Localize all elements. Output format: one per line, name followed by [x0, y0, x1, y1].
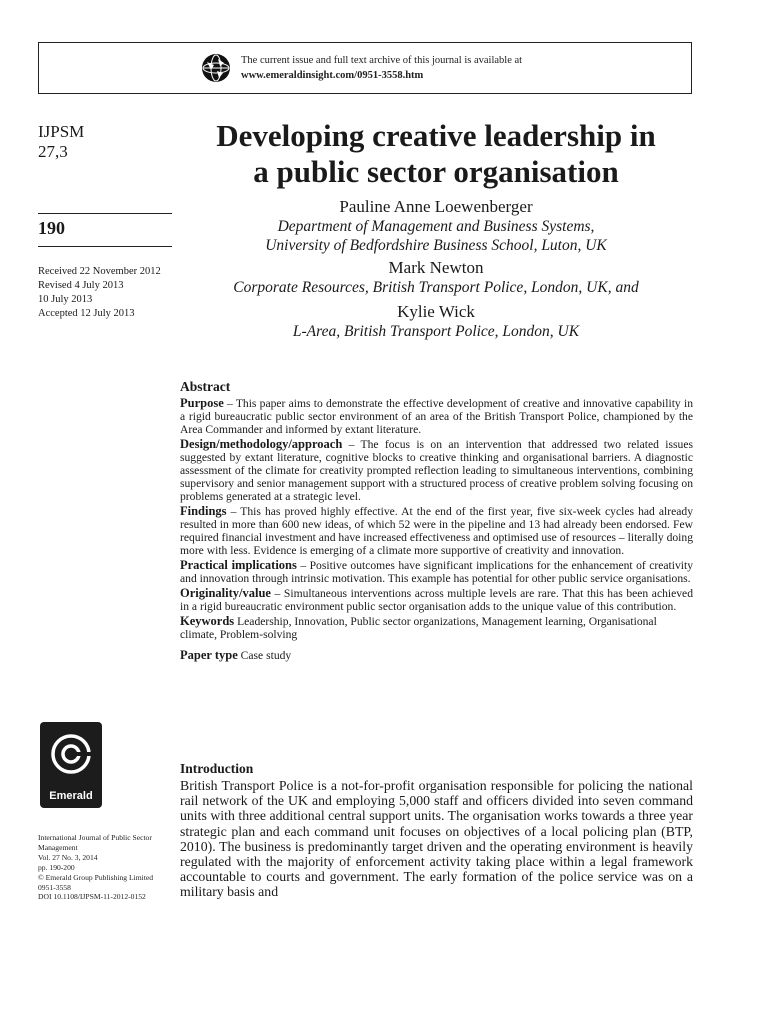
journal-abbr-text: IJPSM [38, 122, 85, 141]
section-label: Practical implications [180, 558, 297, 572]
pubinfo-line: 0951-3558 [38, 882, 71, 892]
date-received: Received 22 November 2012 [38, 266, 161, 277]
article-dates [38, 265, 161, 321]
journal-archive-banner [38, 42, 692, 94]
author-block [176, 196, 696, 341]
date-accepted: Accepted 12 July 2013 [38, 308, 135, 319]
section-label: Purpose [180, 396, 224, 410]
abstract-purpose [180, 397, 693, 436]
date-revised: Revised 4 July 2013 [38, 280, 124, 291]
author-name: Kylie Wick [397, 302, 475, 321]
emerald-e-icon [40, 724, 102, 788]
abstract-originality [180, 587, 693, 613]
section-label: Originality/value [180, 586, 271, 600]
journal-url-link[interactable]: www.emeraldinsight.com/0951-3558.htm [241, 70, 424, 81]
title-line-2: a public sector organisation [253, 154, 619, 189]
keywords-text: Leadership, Innovation, Public sector organizations, Management learning, Organisational climate, Problem-solving [180, 615, 657, 641]
author-affiliation: L-Area, British Transport Police, London, UK [292, 323, 580, 340]
pubinfo-line: Management [38, 842, 78, 852]
paper-type [180, 649, 693, 662]
abstract-findings [180, 505, 693, 557]
abstract-heading: Abstract [180, 379, 231, 394]
publication-info [38, 833, 178, 902]
pubinfo-line: © Emerald Group Publishing Limited [38, 872, 154, 882]
pubinfo-line: International Journal of Public Sector [38, 833, 152, 842]
section-label: Findings [180, 504, 227, 518]
section-text: – Simultaneous interventions across multiple levels are rare. That this has been achieved in a rigid bureaucratic environment public sector organisation adds to the unique value of this contribution. [180, 587, 693, 613]
banner-text-line: The current issue and full text archive of this journal is available at [241, 55, 523, 66]
author-affiliation: Corporate Resources, British Transport Police, London, UK, and [233, 279, 639, 296]
journal-abbreviation [38, 122, 84, 162]
introduction-text: British Transport Police is a not-for-profit organisation responsible for policing the national rail network of the UK and employing 5,000 staff and officers divided into seven command units with three additional central support units. The organisation works towards a three year strategic plan and each command unit focuses on objectives of a local policing plan (BTP, 2010). The business is predominantly target driven and the operating environment is heavily regulated with the majority of enforcement activity taking place within a legal framework accountable to courts and government. The early formation of the police service was on a military basis and [180, 778, 693, 900]
paper-type-label: Paper type [180, 648, 238, 662]
publisher-logo [40, 722, 102, 808]
introduction-section [180, 760, 693, 900]
article-title [176, 118, 696, 190]
divider-top [38, 213, 172, 214]
author-affiliation: Department of Management and Business Systems, [277, 218, 595, 235]
abstract-design [180, 438, 693, 503]
paper-type-value: Case study [237, 649, 292, 662]
author-affiliation: University of Bedfordshire Business School, Luton, UK [265, 237, 607, 254]
date-revised-2: 10 July 2013 [38, 294, 93, 305]
page-number: 190 [38, 218, 65, 238]
title-line-1: Developing creative leadership in [216, 118, 656, 153]
divider-bottom [38, 246, 172, 247]
introduction-heading: Introduction [180, 761, 254, 776]
pubinfo-line: DOI 10.1108/IJPSM-11-2012-0152 [38, 892, 146, 902]
author-name: Pauline Anne Loewenberger [339, 197, 533, 216]
section-text: – This has proved highly effective. At the end of the first year, five six-week cycles had already resulted in more than 600 new ideas, of which 52 were in the pipeline and 13 had already been endorsed. Few required financial investment and have increased effectiveness and optimised use of resources – literally doing more with less. Evidence is emerging of a climate more supportive of creativity and innovation. [180, 505, 693, 557]
logo-text: Emerald [49, 790, 93, 802]
section-text: – Positive outcomes have significant implications for the enhancement of creativity and innovation through intrinsic motivation. This example has potential for other public service organisations. [180, 559, 693, 585]
pubinfo-line: pp. 190-200 [38, 862, 75, 872]
section-text: – This paper aims to demonstrate the effective development of creative and innovative capability in a rigid bureaucratic public sector environment of an area of the British Transport Police, championed by the Area Commander and informed by extant literature. [180, 397, 693, 436]
section-label: Design/methodology/approach [180, 437, 343, 451]
section-text: – The focus is on an intervention that addressed two related issues suggested by extant literature, cognitive blocks to creative thinking and organisational barriers. A diagnostic assessment of the climate for creativity prompted reflection leading to simultaneous interventions, combining supervisory and senior management support with a structured process of creative problem solving focusing on problems generated at a strategic level. [180, 438, 693, 503]
pubinfo-line: Vol. 27 No. 3, 2014 [38, 852, 98, 862]
author-name: Mark Newton [388, 258, 484, 277]
keywords [180, 615, 693, 641]
keywords-label: Keywords [180, 614, 235, 628]
globe-icon [201, 53, 231, 83]
abstract-section [180, 378, 693, 664]
volume-issue: 27,3 [38, 142, 68, 161]
abstract-practical [180, 559, 693, 585]
